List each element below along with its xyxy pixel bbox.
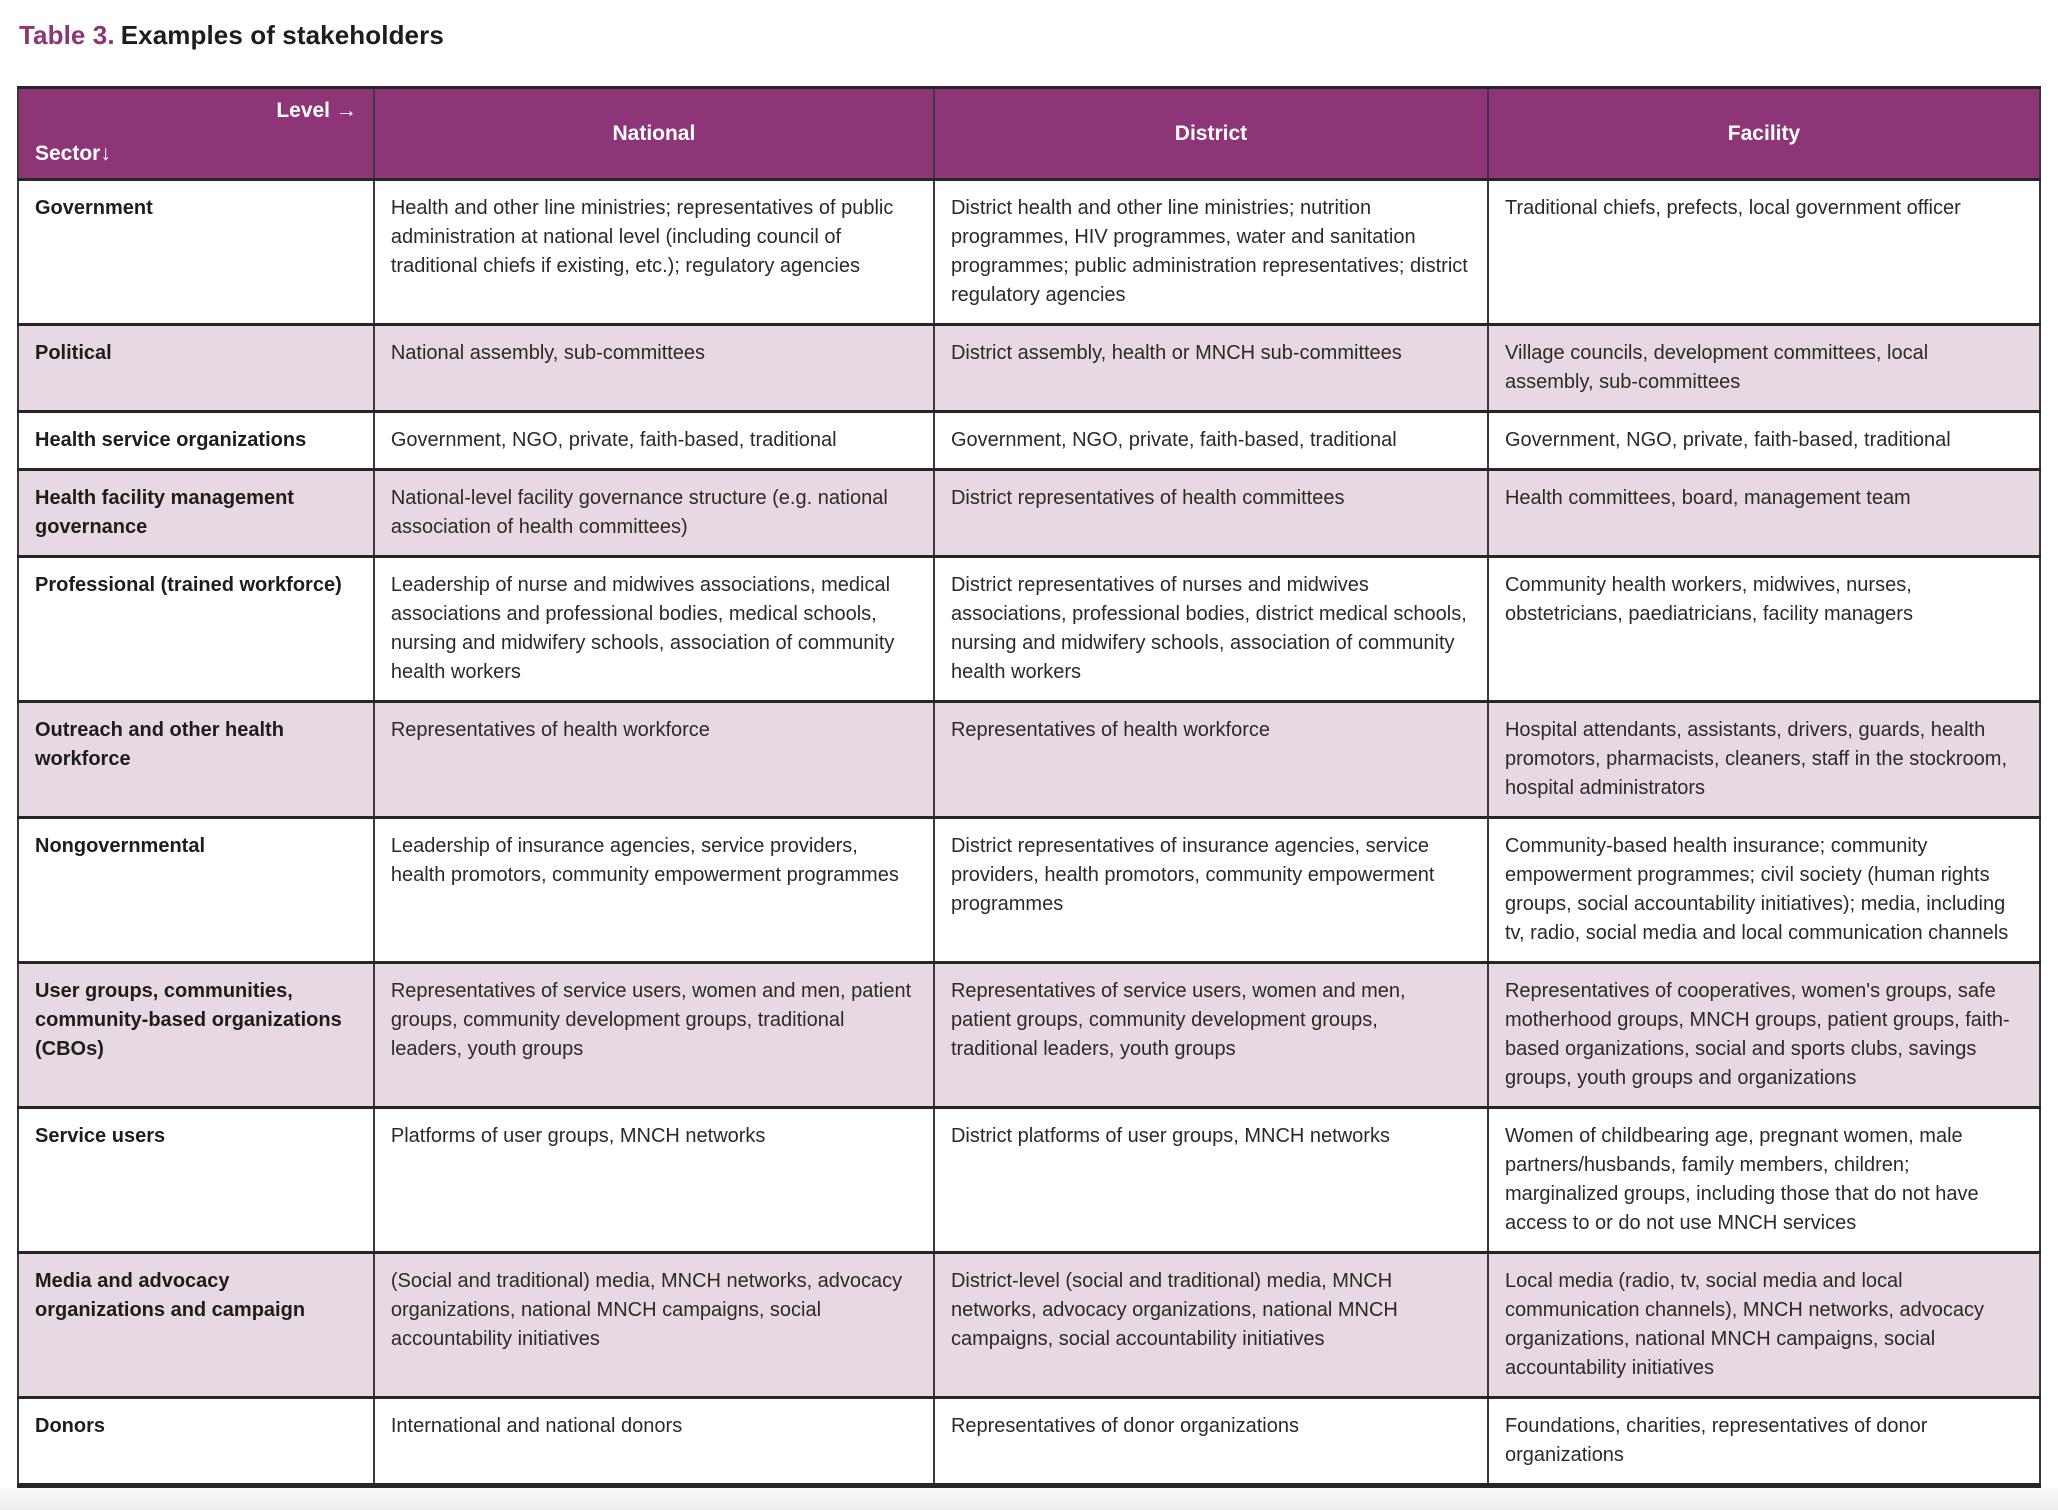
- national-cell: National-level facility governance structure (e.g. national association of health committees): [374, 470, 934, 557]
- district-cell: Government, NGO, private, faith-based, traditional: [934, 412, 1488, 470]
- national-cell: National assembly, sub-committees: [374, 325, 934, 412]
- sector-cell: Professional (trained workforce): [18, 557, 374, 702]
- facility-cell: Foundations, charities, representatives of donor organizations: [1488, 1398, 2040, 1486]
- district-cell: Representatives of donor organizations: [934, 1398, 1488, 1486]
- table-row: [18, 1253, 2040, 1398]
- national-cell: Leadership of insurance agencies, service providers, health promotors, community empowerment programmes: [374, 818, 934, 963]
- table-row: [18, 180, 2040, 325]
- facility-cell: Hospital attendants, assistants, drivers, guards, health promotors, pharmacists, cleaners, staff in the stockroom, hospital administrators: [1488, 702, 2040, 818]
- table-row: [18, 702, 2040, 818]
- header-national: National: [374, 88, 934, 180]
- facility-cell: Women of childbearing age, pregnant women, male partners/husbands, family members, children; marginalized groups, including those that do not have access to or do not use MNCH services: [1488, 1108, 2040, 1253]
- national-cell: Representatives of service users, women and men, patient groups, community development groups, traditional leaders, youth groups: [374, 963, 934, 1108]
- district-cell: District representatives of insurance agencies, service providers, health promotors, community empowerment programmes: [934, 818, 1488, 963]
- header-district: District: [934, 88, 1488, 180]
- sector-cell: User groups, communities, community-based organizations (CBOs): [18, 963, 374, 1108]
- facility-cell: Village councils, development committees, local assembly, sub-committees: [1488, 325, 2040, 412]
- district-cell: District representatives of health committees: [934, 470, 1488, 557]
- facility-cell: Representatives of cooperatives, women's groups, safe motherhood groups, MNCH groups, patient groups, faith-based organizations, social and sports clubs, savings groups, youth groups and organizations: [1488, 963, 2040, 1108]
- facility-cell: Community health workers, midwives, nurses, obstetricians, paediatricians, facility managers: [1488, 557, 2040, 702]
- district-cell: Representatives of service users, women and men, patient groups, community development groups, traditional leaders, youth groups: [934, 963, 1488, 1108]
- sector-cell: Donors: [18, 1398, 374, 1486]
- facility-cell: Government, NGO, private, faith-based, traditional: [1488, 412, 2040, 470]
- district-cell: District health and other line ministries; nutrition programmes, HIV programmes, water and sanitation programmes; public administration representatives; district regulatory agencies: [934, 180, 1488, 325]
- sector-cell: Service users: [18, 1108, 374, 1253]
- national-cell: Platforms of user groups, MNCH networks: [374, 1108, 934, 1253]
- header-corner-cell: [18, 88, 374, 180]
- district-cell: District representatives of nurses and midwives associations, professional bodies, district medical schools, nursing and midwifery schools, association of community health workers: [934, 557, 1488, 702]
- table-title: [19, 20, 2041, 51]
- sector-cell: Media and advocacy organizations and campaign: [18, 1253, 374, 1398]
- table-row: [18, 1108, 2040, 1253]
- page-bottom-edge: [0, 1488, 2058, 1510]
- table-row: [18, 1398, 2040, 1486]
- table-row: [18, 557, 2040, 702]
- level-axis-label: Level →: [276, 99, 357, 122]
- district-cell: District-level (social and traditional) media, MNCH networks, advocacy organizations, national MNCH campaigns, social accountability initiatives: [934, 1253, 1488, 1398]
- facility-cell: Community-based health insurance; community empowerment programmes; civil society (human rights groups, social accountability initiatives); media, including tv, radio, social media and local communication channels: [1488, 818, 2040, 963]
- facility-cell: Traditional chiefs, prefects, local government officer: [1488, 180, 2040, 325]
- national-cell: Representatives of health workforce: [374, 702, 934, 818]
- facility-cell: Health committees, board, management team: [1488, 470, 2040, 557]
- header-facility: Facility: [1488, 88, 2040, 180]
- table-row: [18, 963, 2040, 1108]
- sector-cell: Nongovernmental: [18, 818, 374, 963]
- table-title-number: Table 3.: [19, 20, 115, 50]
- district-cell: Representatives of health workforce: [934, 702, 1488, 818]
- table-header: [18, 88, 2040, 180]
- table-row: [18, 412, 2040, 470]
- district-cell: District platforms of user groups, MNCH networks: [934, 1108, 1488, 1253]
- sector-cell: Outreach and other health workforce: [18, 702, 374, 818]
- sector-axis-label: Sector↓: [35, 142, 111, 165]
- national-cell: (Social and traditional) media, MNCH networks, advocacy organizations, national MNCH campaigns, social accountability initiatives: [374, 1253, 934, 1398]
- facility-cell: Local media (radio, tv, social media and local communication channels), MNCH networks, advocacy organizations, national MNCH campaigns, social accountability initiatives: [1488, 1253, 2040, 1398]
- sector-cell: Health facility management governance: [18, 470, 374, 557]
- sector-cell: Government: [18, 180, 374, 325]
- national-cell: International and national donors: [374, 1398, 934, 1486]
- national-cell: Government, NGO, private, faith-based, traditional: [374, 412, 934, 470]
- sector-cell: Health service organizations: [18, 412, 374, 470]
- sector-cell: Political: [18, 325, 374, 412]
- table-row: [18, 325, 2040, 412]
- national-cell: Health and other line ministries; representatives of public administration at national level (including council of traditional chiefs if existing, etc.); regulatory agencies: [374, 180, 934, 325]
- table-row: [18, 818, 2040, 963]
- table-row: [18, 470, 2040, 557]
- stakeholders-table: [17, 86, 2041, 1488]
- table-title-text: Examples of stakeholders: [120, 20, 444, 50]
- district-cell: District assembly, health or MNCH sub-committees: [934, 325, 1488, 412]
- national-cell: Leadership of nurse and midwives associations, medical associations and professional bodies, medical schools, nursing and midwifery schools, association of community health workers: [374, 557, 934, 702]
